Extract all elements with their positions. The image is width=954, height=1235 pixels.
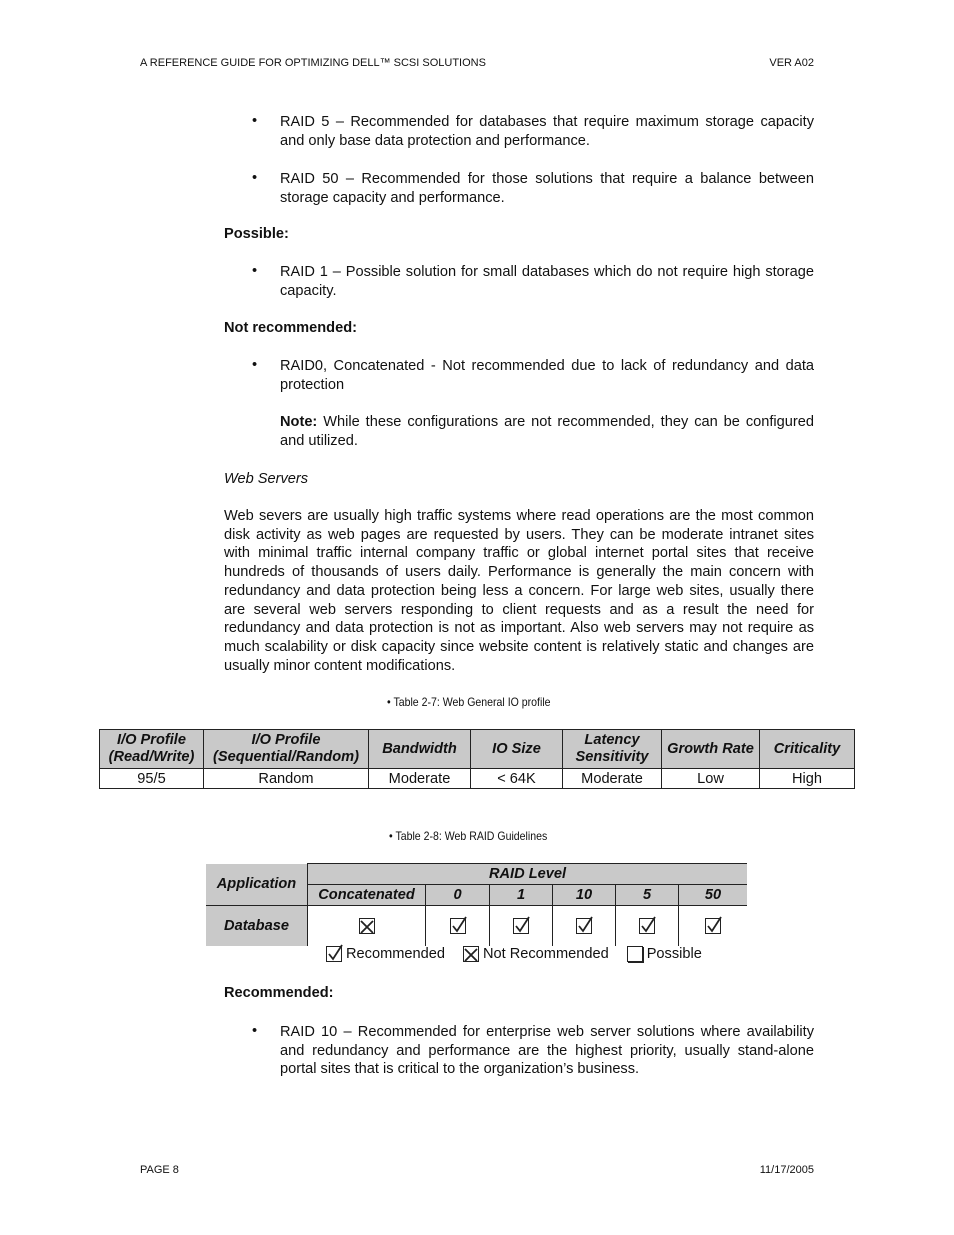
bullet-dot: • — [252, 113, 258, 129]
bullet-raid5: RAID 5 – Recommended for databases that require maximum storage capacity and only base data protection and performance. — [280, 114, 814, 149]
raid-guidelines-table — [206, 863, 747, 946]
check-box-icon — [705, 918, 721, 934]
note-text: While these configurations are not recommended, they can be configured and utilized. — [280, 414, 814, 449]
web-servers-paragraph: Web severs are usually high traffic systems where read operations are the most common disk activity as web pages are requested by users. They can be moderate intranet sites with minimal traffic internal company traffic or global internet portal sites that receive hundreds of thousands of users daily. Performance is generally the main concern with redundancy and data protection being less a concern. For large web sites, usually there are several web servers responding to client requests and as a result the need for redundancy and data protection is not as important. Also web servers may not require as much scalability or disk capacity since website content is relatively static and changes are usually minor content modifications. — [224, 508, 814, 674]
check-box-icon — [576, 918, 592, 934]
check-box-icon — [450, 918, 466, 934]
col-header: IO Size — [471, 730, 563, 769]
table-caption-io: • Table 2-7: Web General IO profile — [387, 695, 551, 709]
table-cell: Random — [204, 769, 369, 789]
bullet-dot: • — [252, 357, 258, 373]
status-cell — [490, 906, 553, 947]
table-cell: High — [760, 769, 855, 789]
table-cell: Moderate — [369, 769, 471, 789]
status-cell — [616, 906, 679, 947]
note — [280, 413, 814, 450]
status-cell — [679, 906, 748, 947]
note-label: Note: — [280, 414, 318, 430]
legend — [326, 946, 702, 962]
table-cell: 95/5 — [100, 769, 204, 789]
col-header: Latency Sensitivity — [563, 730, 662, 769]
footer-date: 11/17/2005 — [759, 1164, 814, 1176]
bullet-raid1: RAID 1 – Possible solution for small databases which do not require high storage capacity. — [280, 264, 814, 299]
table-row — [206, 906, 747, 947]
check-box-icon — [639, 918, 655, 934]
legend-not-recommended — [463, 946, 609, 962]
col-header: I/O Profile (Read/Write) — [100, 730, 204, 769]
level-header: 1 — [490, 885, 553, 906]
status-cell — [308, 906, 426, 947]
bullet-dot: • — [252, 170, 258, 186]
section-title-web-servers: Web Servers — [224, 471, 309, 487]
bullet-raid0: RAID0, Concatenated - Not recommended due to lack of redundancy and data protection — [280, 358, 814, 393]
legend-label: Possible — [646, 946, 702, 962]
x-box-icon — [463, 946, 479, 962]
table-cell: < 64K — [471, 769, 563, 789]
row-label-database: Database — [206, 906, 308, 947]
table-cell: Low — [662, 769, 760, 789]
empty-box-icon — [627, 946, 643, 962]
bullet-raid10: RAID 10 – Recommended for enterprise web server solutions where availability and redundancy and performance are the highest priority, usually stand-alone portal sites that is critical to the organization’s business. — [280, 1024, 814, 1078]
bullet-raid50: RAID 50 – Recommended for those solutions that require a balance between storage capacity and performance. — [280, 171, 814, 206]
io-profile-table — [99, 729, 855, 789]
table-cell: Moderate — [563, 769, 662, 789]
col-header: I/O Profile (Sequential/Random) — [204, 730, 369, 769]
raid-level-header: RAID Level — [308, 864, 748, 885]
check-box-icon — [326, 946, 342, 962]
heading-recommended: Recommended: — [224, 985, 334, 1001]
col-header: Bandwidth — [369, 730, 471, 769]
col-header: Criticality — [760, 730, 855, 769]
legend-label: Not Recommended — [482, 946, 609, 962]
heading-possible: Possible: — [224, 226, 289, 242]
legend-label: Recommended — [346, 946, 445, 962]
status-cell — [426, 906, 490, 947]
footer-page: PAGE 8 — [140, 1164, 179, 1176]
table-row — [100, 769, 855, 789]
table-caption-raid: • Table 2-8: Web RAID Guidelines — [389, 829, 548, 843]
header-title: A REFERENCE GUIDE FOR OPTIMIZING DELL™ SCSI SOLUTIONS — [140, 57, 486, 69]
bullet-dot: • — [252, 1023, 258, 1039]
col-header: Growth Rate — [662, 730, 760, 769]
legend-recommended — [326, 946, 445, 962]
x-box-icon — [359, 918, 375, 934]
status-cell — [553, 906, 616, 947]
level-header: Concatenated — [308, 885, 426, 906]
level-header: 50 — [679, 885, 748, 906]
level-header: 0 — [426, 885, 490, 906]
heading-not-recommended: Not recommended: — [224, 320, 357, 336]
legend-possible — [627, 946, 702, 962]
application-header: Application — [206, 864, 308, 906]
level-header: 10 — [553, 885, 616, 906]
header-version: VER A02 — [769, 57, 814, 69]
bullet-dot: • — [252, 263, 258, 279]
level-header: 5 — [616, 885, 679, 906]
check-box-icon — [513, 918, 529, 934]
